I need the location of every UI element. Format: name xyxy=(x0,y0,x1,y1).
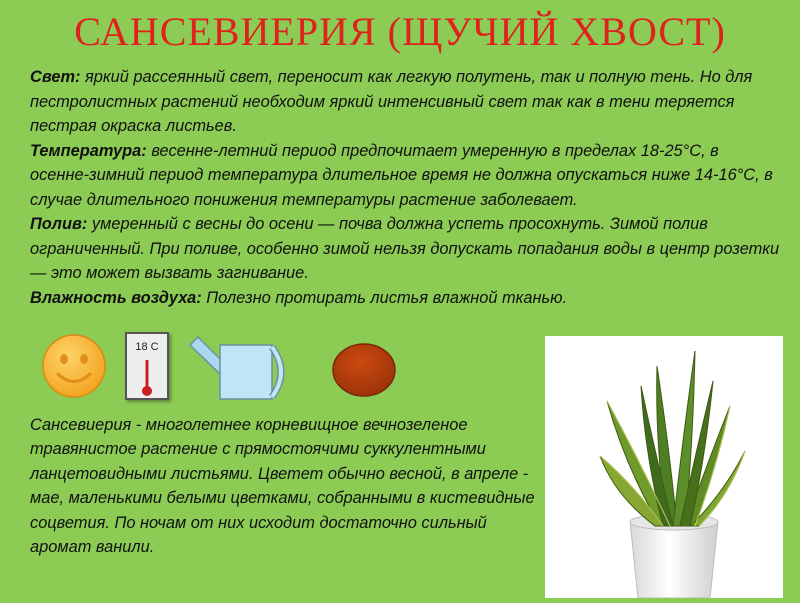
watering-label: Полив: xyxy=(30,215,88,233)
page-title: САНСЕВИЕРИЯ (ЩУЧИЙ ХВОСТ) xyxy=(74,9,726,54)
temperature-label: Температура: xyxy=(30,141,147,160)
sansevieria-plant-image xyxy=(545,336,783,598)
temperature-paragraph xyxy=(30,139,780,213)
humidity-paragraph xyxy=(30,286,780,311)
sun-icon xyxy=(41,333,107,399)
care-instructions xyxy=(30,65,780,310)
thermometer-icon xyxy=(125,332,169,400)
plant-description: Сансевиерия - многолетнее корневищное вечнозеленое травянистое растение с прямостоячими суккулентными ланцетовидными листьями. Цветет обычно весной, в апреле - мае, маленькими белыми цветками, собранными в кистевидные соцветия. По ночам от них исходит достаточно сильный аромат ванили. xyxy=(30,416,535,557)
thermometer-bulb-icon xyxy=(137,358,157,398)
plant-photo xyxy=(545,336,783,598)
light-text: яркий рассеянный свет, переносит как легкую полутень, так и полную тень. Но для пестролистных растений необходим яркий интенсивный свет так как в тени теряется пестрая окраска листьев. xyxy=(30,68,753,135)
humidity-label: Влажность воздуха: xyxy=(30,288,202,307)
thermometer-label: 18 С xyxy=(135,341,159,353)
temperature-text: весенне-летний период предпочитает умеренную в пределах 18-25°С, в осенне-зимний период температура длительное время не должна опускаться ниже 14-16°С, в случае длительного понижения температуры растение заболевает. xyxy=(30,141,773,209)
watering-text: умеренный с весны до осени — почва должна успеть просохнуть. Зимой полив ограниченный. При поливе, особенно зимой нельзя допускать попадания воды в центр розетки — это может вызвать загнивание. xyxy=(30,215,780,282)
light-label: Свет: xyxy=(30,68,81,86)
water-drop-icon xyxy=(331,343,397,398)
watering-paragraph xyxy=(30,212,780,286)
humidity-text: Полезно протирать листья влажной тканью. xyxy=(201,288,568,307)
light-paragraph xyxy=(30,65,780,139)
watering-can-icon xyxy=(188,333,296,403)
